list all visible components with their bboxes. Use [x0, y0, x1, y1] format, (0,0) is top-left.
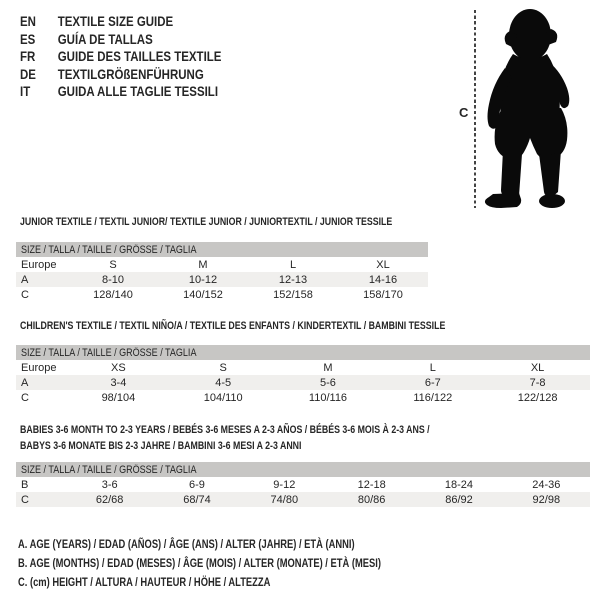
- children-table-title-text: CHILDREN'S TEXTILE / TEXTIL NIÑO/A / TEXTILE DES ENFANTS / KINDERTEXTIL / BAMBINI TESSILE: [20, 320, 446, 332]
- table-row: [16, 477, 590, 492]
- table-cell: 9-12: [273, 478, 296, 491]
- language-label: TEXTILGRÖßENFÜHRUNG: [57, 65, 204, 82]
- table-header-bar: [16, 345, 590, 360]
- junior-table-title: [20, 216, 485, 228]
- table-cell: 6-7: [424, 376, 441, 389]
- legend-item-b: [18, 556, 483, 575]
- legend-text: B. AGE (MONTHS) / EDAD (MESES) / ÂGE (MOIS) / ALTER (MONATE) / ETÀ (MESI): [18, 556, 381, 570]
- language-label: TEXTILE SIZE GUIDE: [57, 13, 174, 29]
- language-code: FR: [20, 48, 36, 64]
- table-cell: 24-36: [532, 478, 561, 491]
- table-row: [16, 287, 428, 302]
- measurement-legend: [18, 537, 483, 594]
- table-cell: 74/80: [270, 493, 299, 506]
- size-header-label: SIZE / TALLA / TAILLE / GRÖSSE / TAGLIA: [21, 463, 197, 476]
- table-cell: 128/140: [93, 288, 133, 301]
- language-title-list: [20, 13, 266, 101]
- table-cell: 68/74: [183, 493, 211, 506]
- language-label: GUIDE DES TAILLES TEXTILE: [57, 48, 222, 64]
- table-cell: 62/68: [95, 493, 124, 506]
- table-cell: 98/104: [101, 391, 136, 404]
- row-label: B: [21, 478, 29, 491]
- size-header-label: SIZE / TALLA / TAILLE / GRÖSSE / TAGLIA: [21, 346, 197, 359]
- language-row-en: [20, 13, 221, 31]
- babies-size-table: [16, 462, 590, 507]
- table-cell: 7-8: [529, 376, 546, 389]
- table-cell: 80/86: [357, 493, 386, 506]
- legend-item-a: [18, 537, 483, 556]
- table-cell: S: [109, 258, 117, 271]
- language-label: GUÍA DE TALLAS: [57, 30, 153, 47]
- table-cell: 12-18: [357, 478, 386, 491]
- table-cell: 86/92: [445, 493, 473, 506]
- row-label: C: [21, 391, 29, 404]
- table-row: [16, 375, 590, 390]
- table-cell: 104/110: [203, 391, 243, 404]
- table-cell: 18-24: [444, 478, 474, 491]
- row-label: A: [21, 273, 29, 286]
- legend-text: A. AGE (YEARS) / EDAD (AÑOS) / ÂGE (ANS) / ALTER (JAHRE) / ETÀ (ANNI): [18, 537, 355, 551]
- language-row-es: [20, 31, 221, 49]
- table-cell: 158/170: [363, 288, 403, 301]
- language-code: DE: [20, 65, 36, 82]
- table-cell: 122/128: [517, 391, 558, 404]
- table-cell: 6-9: [189, 478, 205, 491]
- table-cell: 116/122: [413, 391, 453, 404]
- row-label: A: [21, 376, 29, 389]
- babies-table-title-line1: [20, 424, 532, 436]
- children-size-table: [16, 345, 590, 405]
- table-cell: 10-12: [188, 273, 218, 286]
- table-cell: 3-4: [110, 376, 127, 389]
- table-cell: XL: [530, 361, 545, 374]
- table-cell: 140/152: [183, 288, 223, 301]
- row-label: Europe: [21, 361, 57, 374]
- legend-item-c: [18, 575, 483, 594]
- legend-text: C. (cm) HEIGHT / ALTURA / HAUTEUR / HÖHE / ALTEZZA: [18, 575, 271, 589]
- table-cell: 8-10: [101, 273, 125, 286]
- table-cell: XS: [111, 361, 126, 374]
- children-table-title: [20, 320, 552, 332]
- table-cell: 92/98: [532, 493, 561, 506]
- table-cell: 12-13: [278, 273, 308, 286]
- table-header-bar: [16, 242, 428, 257]
- babies-table-title-text: BABIES 3-6 MONTH TO 2-3 YEARS / BEBÉS 3-6 MESES A 2-3 AÑOS / BÉBÉS 3-6 MOIS À 2-3 ANS /: [20, 424, 430, 436]
- junior-size-table: [16, 242, 428, 302]
- table-cell: 110/116: [308, 391, 348, 404]
- language-code: EN: [20, 13, 36, 29]
- height-measure-label: C: [459, 105, 469, 120]
- size-header-label: SIZE / TALLA / TAILLE / GRÖSSE / TAGLIA: [21, 243, 197, 256]
- row-label: C: [21, 493, 29, 506]
- table-row: [16, 492, 590, 507]
- babies-table-title-text: BABYS 3-6 MONATE BIS 2-3 JAHRE / BAMBINI 3-6 MESI A 2-3 ANNI: [20, 440, 302, 452]
- height-measure-dashed-line: [474, 10, 476, 208]
- language-label: GUIDA ALLE TAGLIE TESSILI: [57, 83, 219, 99]
- table-cell: 4-5: [215, 376, 232, 389]
- table-cell: 5-6: [320, 376, 336, 389]
- junior-table-title-text: JUNIOR TEXTILE / TEXTIL JUNIOR/ TEXTILE JUNIOR / JUNIORTEXTIL / JUNIOR TESSILE: [20, 216, 393, 228]
- row-label: C: [21, 288, 29, 301]
- table-cell: M: [198, 258, 208, 271]
- table-cell: L: [429, 361, 436, 374]
- table-row: [16, 390, 590, 405]
- language-row-de: [20, 66, 221, 84]
- table-row: [16, 272, 428, 287]
- table-cell: S: [219, 361, 227, 374]
- table-row: [16, 257, 428, 272]
- table-row: [16, 360, 590, 375]
- language-row-it: [20, 83, 221, 101]
- row-label: Europe: [21, 258, 57, 271]
- table-header-bar: [16, 462, 590, 477]
- language-code: IT: [20, 83, 31, 99]
- table-cell: L: [289, 258, 297, 271]
- table-cell: 3-6: [101, 478, 118, 491]
- table-cell: XL: [376, 258, 390, 271]
- table-cell: M: [323, 361, 333, 374]
- babies-table-title-line2: [20, 440, 372, 452]
- language-code: ES: [20, 30, 36, 47]
- table-cell: 152/158: [273, 288, 313, 301]
- language-row-fr: [20, 48, 221, 66]
- toddler-silhouette-icon: [479, 4, 586, 211]
- table-cell: 14-16: [368, 273, 398, 286]
